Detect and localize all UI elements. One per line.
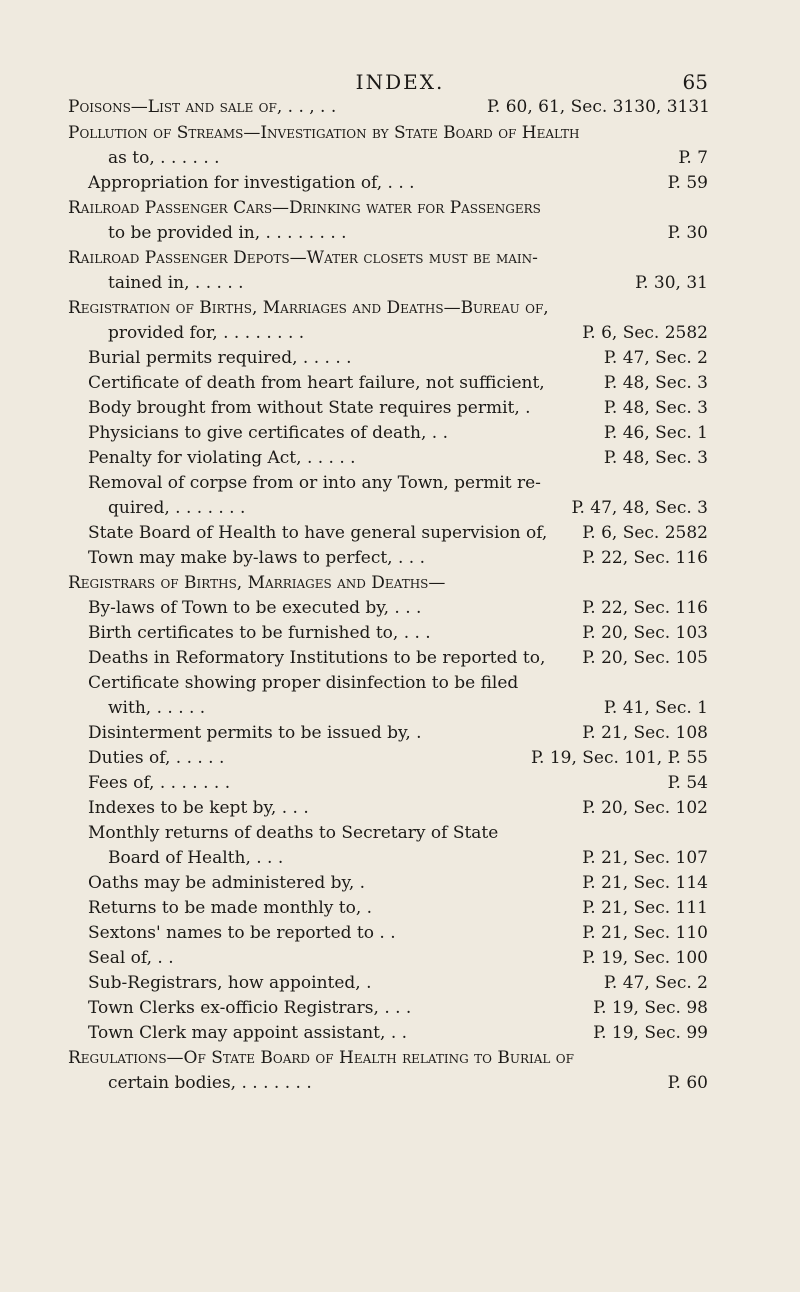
index-subentry: Fees of, . . . . . . . bbox=[88, 773, 231, 793]
page-title: INDEX. bbox=[355, 70, 445, 94]
index-subentry: Deaths in Reformatory Institutions to be reported to, bbox=[88, 648, 546, 668]
index-entry-continuation: tained in, . . . . . bbox=[108, 273, 244, 293]
index-entry-reference: P. 48, Sec. 3 bbox=[603, 373, 708, 393]
index-subentry: Town Clerks ex-officio Registrars, . . . bbox=[88, 998, 412, 1018]
index-entry-reference: P. 20, Sec. 103 bbox=[582, 623, 708, 643]
index-entry-reference: P. 6, Sec. 2582 bbox=[582, 323, 708, 343]
index-entry-reference: P. 54 bbox=[667, 773, 708, 793]
index-entry-reference: P. 22, Sec. 116 bbox=[582, 598, 708, 618]
index-entry-continuation: provided for, . . . . . . . . bbox=[108, 323, 305, 343]
index-entry-reference: P. 19, Sec. 99 bbox=[593, 1023, 708, 1043]
index-subentry: Certificate of death from heart failure, not sufficient, bbox=[88, 373, 545, 393]
index-entry-reference: P. 41, Sec. 1 bbox=[603, 698, 708, 718]
index-subentry: Town Clerk may appoint assistant, . . bbox=[88, 1023, 408, 1043]
index-subentry: By-laws of Town to be executed by, . . . bbox=[88, 598, 422, 618]
index-entry-heading: Registration of Births, Marriages and Deaths—Bureau of, bbox=[68, 298, 549, 318]
index-subentry: Town may make by-laws to perfect, . . . bbox=[88, 548, 425, 568]
index-entry-reference: P. 47, Sec. 2 bbox=[603, 973, 708, 993]
page-number: 65 bbox=[682, 70, 708, 94]
index-entry-reference: P. 19, Sec. 101, P. 55 bbox=[531, 748, 708, 768]
index-entry-reference: P. 48, Sec. 3 bbox=[603, 448, 708, 468]
index-subentry: Returns to be made monthly to, . bbox=[88, 898, 373, 918]
index-entry-reference: P. 30 bbox=[667, 223, 708, 243]
index-subentry: Penalty for violating Act, . . . . . bbox=[88, 448, 356, 468]
index-entry-reference: P. 20, Sec. 105 bbox=[582, 648, 708, 668]
index-entry-reference: P. 60 bbox=[667, 1073, 708, 1093]
index-entry-reference: P. 6, Sec. 2582 bbox=[582, 523, 708, 543]
index-subentry: Removal of corpse from or into any Town, permit re- bbox=[88, 473, 541, 493]
index-entry-reference: P. 21, Sec. 108 bbox=[582, 723, 708, 743]
index-entry-reference: P. 21, Sec. 107 bbox=[582, 848, 708, 868]
index-entry-heading: Poisons—List and sale of, . . , . . bbox=[68, 97, 337, 117]
index-entry-heading: Registrars of Births, Marriages and Deaths— bbox=[68, 573, 446, 593]
index-entry-heading: Regulations—Of State Board of Health relating to Burial of bbox=[68, 1048, 574, 1068]
index-subentry: Oaths may be administered by, . bbox=[88, 873, 366, 893]
index-entry-reference: P. 21, Sec. 111 bbox=[582, 898, 708, 918]
index-subentry: Burial permits required, . . . . . bbox=[88, 348, 352, 368]
index-entry-reference: P. 19, Sec. 98 bbox=[593, 998, 708, 1018]
index-entry-continuation: to be provided in, . . . . . . . . bbox=[108, 223, 347, 243]
index-entry-reference: P. 47, 48, Sec. 3 bbox=[571, 498, 708, 518]
index-subentry: Sextons' names to be reported to . . bbox=[88, 923, 396, 943]
index-entry-heading: Railroad Passenger Cars—Drinking water for Passengers bbox=[68, 198, 541, 218]
index-subentry: Body brought from without State requires permit, . bbox=[88, 398, 531, 418]
index-subentry: Certificate showing proper disinfection to be filed bbox=[88, 673, 519, 693]
index-subentry: Seal of, . . bbox=[88, 948, 174, 968]
index-entry-reference: P. 19, Sec. 100 bbox=[582, 948, 708, 968]
index-subentry: Duties of, . . . . . bbox=[88, 748, 225, 768]
index-entry-heading: Railroad Passenger Depots—Water closets must be main- bbox=[68, 248, 538, 268]
index-subentry: Birth certificates to be furnished to, . . . bbox=[88, 623, 431, 643]
index-entry-reference: P. 21, Sec. 110 bbox=[582, 923, 708, 943]
index-subentry: Physicians to give certificates of death, . . bbox=[88, 423, 448, 443]
index-entry-continuation: quired, . . . . . . . bbox=[108, 498, 246, 518]
index-entry-reference: P. 30, 31 bbox=[635, 273, 708, 293]
index-subentry: Sub-Registrars, how appointed, . bbox=[88, 973, 372, 993]
index-entry-continuation: as to, . . . . . . bbox=[108, 148, 220, 168]
index-entry-continuation: certain bodies, . . . . . . . bbox=[108, 1073, 312, 1093]
index-entry-reference: P. 47, Sec. 2 bbox=[603, 348, 708, 368]
index-subentry: Indexes to be kept by, . . . bbox=[88, 798, 309, 818]
index-entry-continuation: with, . . . . . bbox=[108, 698, 206, 718]
index-entry-continuation: Board of Health, . . . bbox=[108, 848, 284, 868]
index-entry-reference: P. 7 bbox=[678, 148, 708, 168]
index-subentry: Disinterment permits to be issued by, . bbox=[88, 723, 422, 743]
index-subentry: Appropriation for investigation of, . . . bbox=[88, 173, 415, 193]
index-entry-reference: P. 21, Sec. 114 bbox=[582, 873, 708, 893]
index-entry-reference: P. 22, Sec. 116 bbox=[582, 548, 708, 568]
index-entry-heading: Pollution of Streams—Investigation by State Board of Health bbox=[68, 123, 580, 143]
index-entry-reference: P. 46, Sec. 1 bbox=[603, 423, 708, 443]
index-entry-reference: P. 48, Sec. 3 bbox=[603, 398, 708, 418]
index-entry-reference: P. 20, Sec. 102 bbox=[582, 798, 708, 818]
index-entry-reference: P. 60, 61, Sec. 3130, 3131 bbox=[486, 97, 710, 117]
index-subentry: State Board of Health to have general supervision of, bbox=[88, 523, 548, 543]
index-subentry: Monthly returns of deaths to Secretary of State bbox=[88, 823, 499, 843]
index-entry-reference: P. 59 bbox=[667, 173, 708, 193]
